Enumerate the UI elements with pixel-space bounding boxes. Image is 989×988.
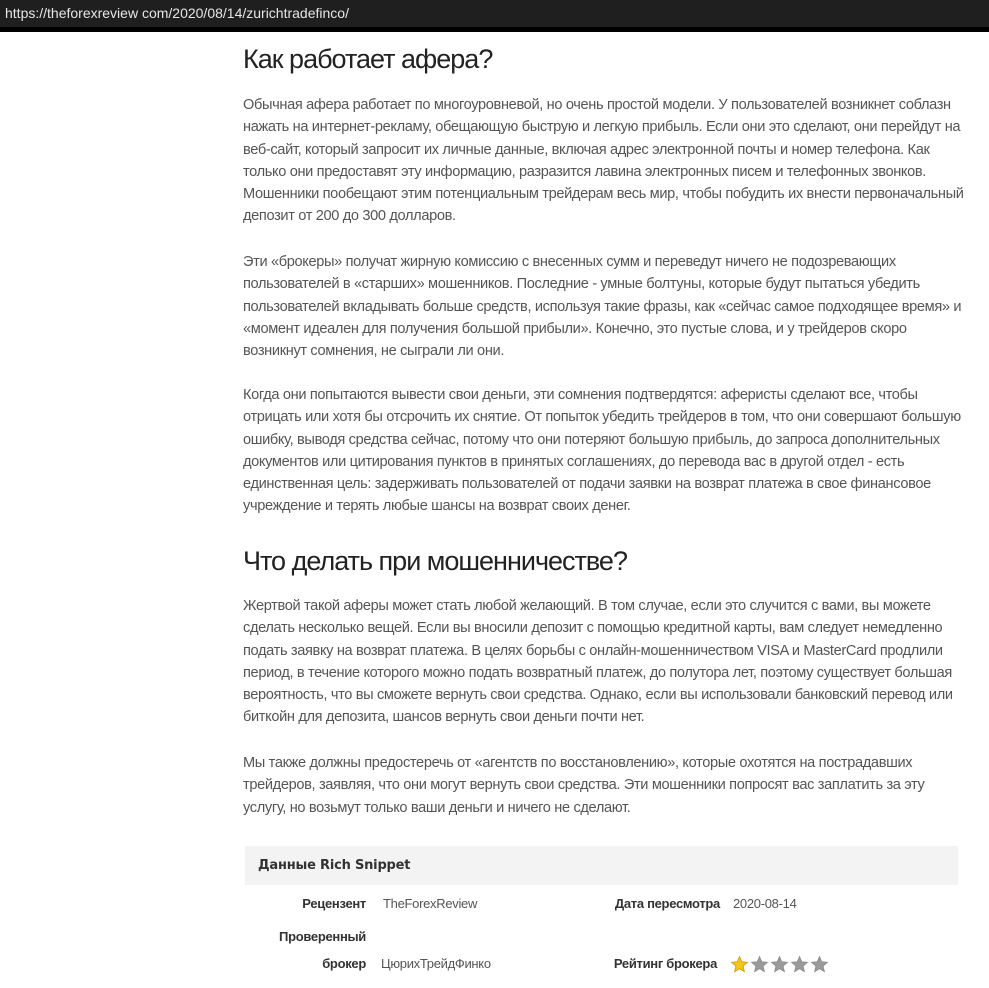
section-heading-what-to-do: Что делать при мошенничестве? — [243, 546, 627, 576]
article-paragraph: Жертвой такой аферы может стать любой желающий. В том случае, если это случится с вами, вы можете сделать несколько вещей. Если вы вносили депозит с помощью кредитной карты, вам следует немедленно подать заявку на возврат платежа. В целях борьбы с онлайн-мошенничеством VISA и MasterCard продлили период, в течение которого можно подать возвратный платеж, до полутора лет, поэтому существует большая вероятность, что вы сможете вернуть свои средства. Однако, если вы использовали банковский перевод или биткойн для депозита, шансов вернуть свои деньги почти нет. — [243, 598, 953, 726]
broker-value: ЦюрихТрейдФинко — [381, 956, 491, 971]
star-empty-icon — [750, 955, 769, 974]
article-paragraph: Мы также должны предостеречь от «агентств по восстановлению», которые охотятся на пострадавших трейдеров, заявляя, что они могут вернуть свои средства. Эти мошенники попросят вас заплатить за эту услугу, но возьмут только ваши деньги и ничего не сделают. — [243, 755, 925, 816]
reviewer-label: Рецензент — [302, 896, 366, 911]
broker-label-line1: Проверенный — [279, 929, 366, 944]
address-bar[interactable] — [0, 0, 989, 27]
star-empty-icon — [790, 955, 809, 974]
article-paragraph: Эти «брокеры» получат жирную комиссию с внесенных сумм и переведут ничего не подозревающих пользователей в «старших» мошенников. Последние - умные болтуны, которые будут пытаться убедить пользователей вкладывать больше средств, используя такие фразы, как «сейчас самое подходящее время» и «момент идеален для получения большой прибыли». Конечно, это пустые слова, и у трейдеров скоро возникнут сомнения, не сыграли ли они. — [243, 254, 962, 360]
section-heading-how-scam-works: Как работает афера? — [243, 44, 493, 74]
article-paragraph: Когда они попытаются вывести свои деньги, эти сомнения подтвердятся: аферисты сделают все, чтобы отрицать или хотя бы отсрочить их снятие. От попыток убедить трейдеров в том, что они совершают большую ошибку, выводя средства сейчас, потому что они потеряют большую прибыль, до запроса дополнительных документов или цитирования пунктов в принятых соглашениях, до перевода вас в другой отдел - есть единственная цель: задерживать пользователей от подачи заявки на возврат платежа в свое финансовое учреждение и терять любые шансы на возврат своих денег. — [243, 387, 961, 515]
broker-label-line2: брокер — [322, 956, 366, 971]
url-text[interactable]: https://theforexreview com/2020/08/14/zurichtradefinco/ — [5, 5, 349, 21]
reviewer-value: TheForexReview — [383, 896, 478, 911]
star-empty-icon — [810, 955, 829, 974]
broker-rating-label: Рейтинг брокера — [613, 956, 717, 971]
article-paragraph: Обычная афера работает по многоуровневой, но очень простой модели. У пользователей возникнет соблазн нажать на интернет-рекламу, обещающую быструю и легкую прибыль. Если они это сделают, они перейдут на веб-сайт, который запросит их личные данные, включая адрес электронной почты и номер телефона. Как только они предоставят эту информацию, разразится лавина электронных писем и телефонных звонков. Мошенники пообещают этим потенциальным трейдерам весь мир, чтобы побудить их внести первоначальный депозит от 200 до 300 долларов. — [243, 97, 964, 225]
rich-snippet-title: Данные Rich Snippet — [258, 858, 411, 873]
rich-snippet-header — [245, 846, 958, 885]
star-rating — [730, 955, 829, 974]
star-filled-icon — [730, 955, 749, 974]
review-date-value: 2020-08-14 — [733, 896, 797, 911]
review-date-label: Дата пересмотра — [614, 896, 720, 911]
star-empty-icon — [770, 955, 789, 974]
address-bar-divider — [0, 27, 989, 32]
